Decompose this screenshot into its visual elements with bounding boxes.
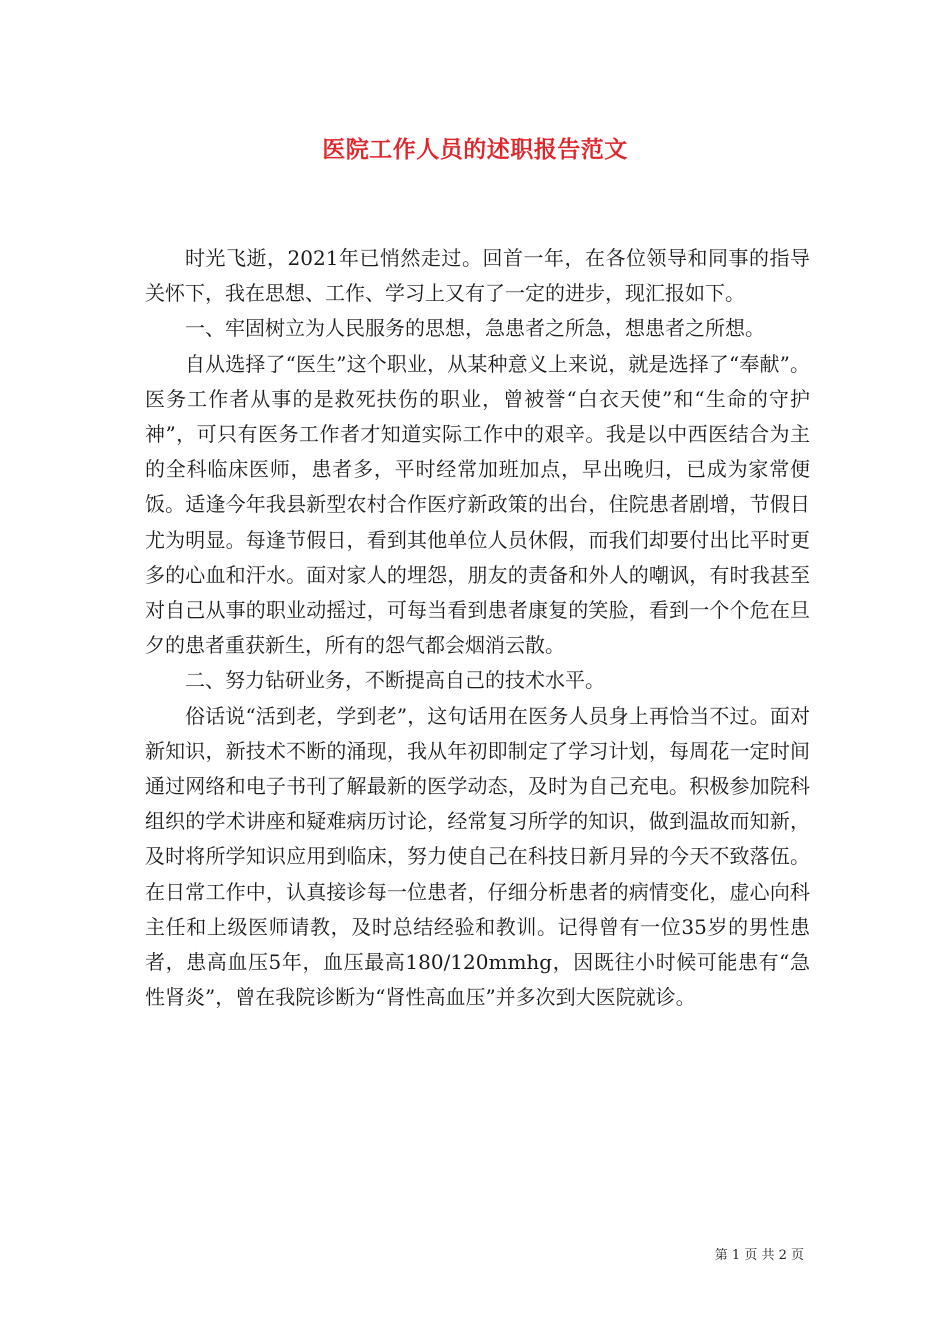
document-title: 医院工作人员的述职报告范文: [322, 136, 628, 163]
page-number: 第 1 页 共 2 页: [714, 1248, 804, 1263]
section-heading-2: 二、努力钻研业务，不断提高自己的技术水平。: [185, 668, 605, 693]
document-body: [145, 241, 810, 1015]
section-heading-1: 一、牢固树立为人民服务的思想，急患者之所急，想患者之所想。: [185, 316, 765, 341]
paragraph-section-1: 自从选择了“医生”这个职业，从某种意义上来说，就是选择了“奉献”。医务工作者从事的是救死扶伤的职业，曾被誉“白衣天使”和“生命的守护神”，可只有医务工作者才知道实际工作中的艰辛。我是以中西医结合为主的全科临床医师，患者多，平时经常加班加点，早出晚归，已成为家常便饭。适逢今年我县新型农村合作医疗新政策的出台，住院患者剧增，节假日尤为明显。每逢节假日，看到其他单位人员休假，而我们却要付出比平时更多的心血和汗水。面对家人的埋怨，朋友的责备和外人的嘲讽，有时我甚至对自己从事的职业动摇过，可每当看到患者康复的笑脸，看到一个个危在旦夕的患者重获新生，所有的怨气都会烟消云散。: [145, 351, 810, 658]
paragraph-section-2: 俗话说“活到老，学到老”，这句话用在医务人员身上再恰当不过。面对新知识，新技术不断的涌现，我从年初即制定了学习计划，每周花一定时间通过网络和电子书刊了解最新的医学动态，及时为自己充电。积极参加院科组织的学术讲座和疑难病历讨论，经常复习所学的知识，做到温故而知新，及时将所学知识应用到临床，努力使自己在科技日新月异的今天不致落伍。在日常工作中，认真接诊每一位患者，仔细分析患者的病情变化，虚心向科主任和上级医师请教，及时总结经验和教训。记得曾有一位35岁的男性患者，患高血压5年，血压最高180/120mmhg，因既往小时候可能患有“急性肾炎”，曾在我院诊断为“肾性高血压”并多次到大医院就诊。: [145, 703, 810, 1010]
paragraph-intro: 时光飞逝，2021年已悄然走过。回首一年，在各位领导和同事的指导关怀下，我在思想、工作、学习上又有了一定的进步，现汇报如下。: [145, 246, 810, 306]
